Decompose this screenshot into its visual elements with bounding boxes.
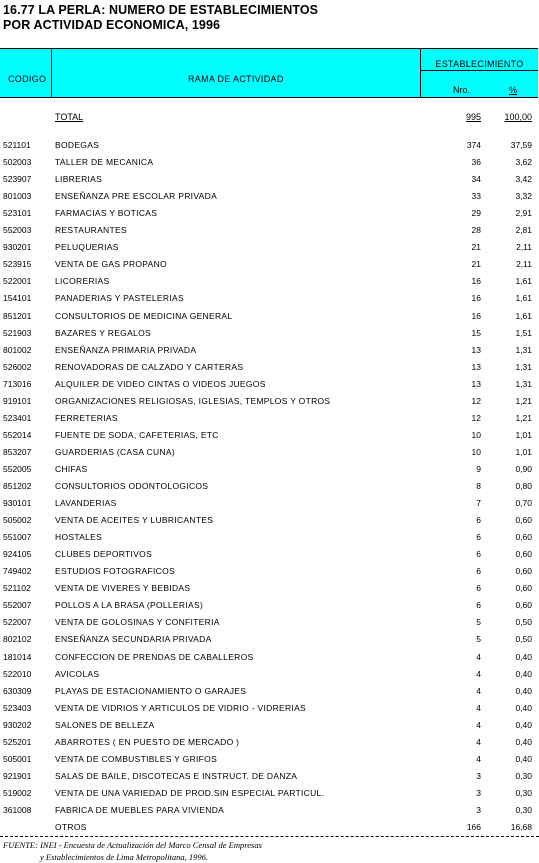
table-row — [0, 360, 539, 377]
pct-cell: 0,30 — [515, 787, 532, 798]
rama-cell: VENTA DE GAS PROPANO — [55, 259, 167, 270]
code-cell: 930201 — [3, 242, 32, 253]
rama-cell: VENTA DE UNA VARIEDAD DE PROD.SIN ESPECIAL PARTICUL. — [55, 787, 325, 798]
rama-cell: VENTA DE GOLOSINAS Y CONFITERIA — [55, 617, 220, 628]
table-row — [0, 428, 539, 445]
rama-cell: CONSULTORIOS ODONTOLOGICOS — [55, 481, 209, 491]
rama-cell: VENTA DE COMBUSTIBLES Y GRIFOS — [55, 753, 218, 764]
code-cell: 924105 — [3, 549, 32, 560]
header-establecimiento: ESTABLECIMIENTO — [435, 59, 524, 69]
rama-cell: FABRICA DE MUEBLES PARA VIVIENDA — [55, 804, 225, 815]
nro-cell: 29 — [471, 208, 481, 219]
rama-cell: ENSEÑANZA PRE ESCOLAR PRIVADA — [55, 191, 218, 202]
header-pct: % — [509, 85, 518, 95]
nro-cell: 374 — [466, 140, 481, 150]
nro-cell: 16 — [471, 276, 481, 287]
table-row — [0, 513, 539, 530]
nro-cell: 4 — [476, 736, 481, 747]
nro-cell: 6 — [476, 515, 481, 526]
table-row — [0, 718, 539, 735]
nro-cell: 15 — [471, 327, 481, 338]
rama-cell: LICORERIAS — [55, 276, 110, 287]
pct-cell: 0,90 — [515, 463, 532, 474]
rama-cell: CONSULTORIOS DE MEDICINA GENERAL — [55, 310, 233, 321]
code-cell: 552007 — [3, 600, 32, 611]
nro-cell: 3 — [476, 804, 481, 815]
rama-cell: PANADERIAS Y PASTELERIAS — [55, 293, 184, 304]
pct-cell: 0,60 — [515, 566, 532, 577]
table-row — [0, 615, 539, 632]
code-cell: 522001 — [3, 276, 32, 287]
rama-cell: HOSTALES — [55, 532, 103, 543]
rama-cell: FARMACIAS Y BOTICAS — [55, 208, 158, 219]
table-row — [0, 581, 539, 598]
table-row — [0, 496, 539, 513]
footer-divider — [0, 836, 539, 837]
nro-cell: 34 — [471, 174, 481, 185]
table-row — [0, 735, 539, 752]
table-row — [0, 650, 539, 667]
pct-cell: 0,80 — [515, 481, 532, 491]
nro-cell: 12 — [471, 395, 481, 406]
pct-cell: 0,60 — [515, 583, 532, 594]
pct-cell: 0,60 — [515, 549, 532, 560]
pct-cell: 1,61 — [515, 310, 532, 321]
rama-cell: BODEGAS — [55, 140, 100, 150]
nro-cell: 10 — [471, 446, 481, 457]
table-row — [0, 377, 539, 394]
code-cell: 551007 — [3, 532, 32, 543]
header-rama-cell — [52, 49, 421, 97]
rama-cell: VENTA DE VIDRIOS Y ARTICULOS DE VIDRIO - VIDRERIAS — [55, 702, 307, 713]
rama-cell: ENSEÑANZA PRIMARIA PRIVADA — [55, 344, 197, 355]
nro-cell: 3 — [476, 770, 481, 781]
code-cell: 802102 — [3, 634, 32, 645]
pct-cell: 1,31 — [515, 378, 532, 389]
header-rama: RAMA DE ACTIVIDAD — [188, 74, 284, 84]
rama-cell: CLUBES DEPORTIVOS — [55, 549, 153, 560]
pct-cell: 0,40 — [515, 753, 532, 764]
table-row — [0, 172, 539, 189]
code-cell: 851202 — [3, 481, 32, 491]
code-cell: 521102 — [3, 583, 31, 594]
header-codigo-cell — [0, 49, 52, 97]
pct-cell: 0,70 — [515, 498, 532, 509]
code-cell: 526002 — [3, 361, 32, 372]
pct-cell: 1,21 — [515, 395, 532, 406]
code-cell: 801002 — [3, 344, 32, 355]
pct-cell: 2,11 — [516, 242, 532, 253]
table-row — [0, 547, 539, 564]
table-row — [0, 667, 539, 684]
total-label: TOTAL — [55, 112, 84, 122]
code-cell: 630309 — [3, 685, 32, 696]
rama-cell: FUENTE DE SODA, CAFETERIAS, ETC — [55, 429, 219, 440]
rama-cell: CONFECCION DE PRENDAS DE CABALLEROS — [55, 651, 254, 662]
nro-cell: 9 — [476, 463, 481, 474]
rama-cell: ALQUILER DE VIDEO CINTAS O VIDEOS JUEGOS — [55, 378, 266, 389]
code-cell: 749402 — [3, 566, 32, 577]
pct-cell: 0,50 — [515, 617, 532, 628]
pct-cell: 0,60 — [515, 515, 532, 526]
nro-cell: 6 — [476, 532, 481, 543]
pct-cell: 0,30 — [515, 770, 532, 781]
pct-cell: 1,61 — [515, 276, 532, 287]
table-row — [0, 309, 539, 326]
code-cell: 181014 — [3, 651, 32, 662]
pct-cell: 3,32 — [515, 191, 532, 202]
pct-cell: 1,21 — [515, 412, 532, 423]
code-cell: 521101 — [3, 140, 31, 150]
nro-cell: 6 — [476, 600, 481, 611]
table-row — [0, 445, 539, 462]
nro-cell: 6 — [476, 566, 481, 577]
pct-cell: 3,42 — [515, 174, 532, 185]
rama-cell: PLAYAS DE ESTACIONAMIENTO O GARAJES — [55, 685, 247, 696]
table-title — [3, 3, 318, 33]
rama-cell: BAZARES Y REGALOS — [55, 327, 151, 338]
code-cell: 930101 — [3, 498, 32, 509]
pct-cell: 1,51 — [515, 327, 532, 338]
table-row — [0, 206, 539, 223]
pct-cell: 0,40 — [515, 685, 532, 696]
code-cell: 801003 — [3, 191, 32, 202]
code-cell: 552014 — [3, 429, 32, 440]
code-cell: 851201 — [3, 310, 32, 321]
nro-cell: 13 — [471, 378, 481, 389]
header-codigo: CODIGO — [8, 74, 47, 84]
table-row — [0, 223, 539, 240]
table-row — [0, 326, 539, 343]
nro-cell: 7 — [476, 498, 481, 509]
table-row — [0, 530, 539, 547]
pct-cell: 0,60 — [515, 532, 532, 543]
rama-cell: LIBRERIAS — [55, 174, 103, 185]
rama-cell: LAVANDERIAS — [55, 498, 117, 509]
code-cell: 552003 — [3, 225, 32, 236]
table-row — [0, 598, 539, 615]
pct-cell: 1,01 — [515, 446, 532, 457]
pct-cell: 1,31 — [515, 361, 532, 372]
code-cell: 525201 — [3, 736, 32, 747]
rama-cell: GUARDERIAS (CASA CUNA) — [55, 446, 175, 457]
rama-cell: POLLOS A LA BRASA (POLLERIAS) — [55, 600, 204, 611]
rama-cell: OTROS — [55, 822, 87, 832]
code-cell: 552005 — [3, 463, 32, 474]
code-cell: 523403 — [3, 702, 32, 713]
rama-cell: CHIFAS — [55, 463, 88, 474]
nro-cell: 5 — [476, 617, 481, 628]
rama-cell: RESTAURANTES — [55, 225, 127, 236]
nro-cell: 13 — [471, 361, 481, 372]
pct-cell: 0,60 — [515, 600, 532, 611]
nro-cell: 13 — [471, 344, 481, 355]
code-cell: 523907 — [3, 174, 32, 185]
source-note — [3, 839, 262, 863]
table-row — [0, 752, 539, 769]
table-row — [0, 257, 539, 274]
table-row — [0, 462, 539, 479]
nro-cell: 16 — [471, 310, 481, 321]
nro-cell: 12 — [471, 412, 481, 423]
pct-cell: 1,01 — [515, 429, 532, 440]
rama-cell: ORGANIZACIONES RELIGIOSAS, IGLESIAS, TEMPLOS Y OTROS — [55, 395, 331, 406]
nro-cell: 6 — [476, 549, 481, 560]
code-cell: 930202 — [3, 719, 32, 730]
nro-cell: 5 — [476, 634, 481, 645]
table-row — [0, 769, 539, 786]
pct-cell: 0,40 — [515, 651, 532, 662]
code-cell: 505001 — [3, 753, 32, 764]
total-nro: 995 — [465, 112, 481, 122]
pct-cell: 0,40 — [515, 702, 532, 713]
table-row — [0, 632, 539, 649]
table-row — [0, 411, 539, 428]
nro-cell: 33 — [471, 191, 481, 202]
pct-cell: 3,62 — [515, 157, 532, 168]
pct-cell: 2,11 — [516, 259, 532, 270]
rama-cell: SALAS DE BAILE, DISCOTECAS E INSTRUCT. DE DANZA — [55, 770, 298, 781]
code-cell: 523401 — [3, 412, 32, 423]
code-cell: 361008 — [3, 804, 32, 815]
nro-cell: 166 — [466, 822, 481, 832]
table-row — [0, 564, 539, 581]
pct-cell: 16,68 — [510, 822, 532, 832]
title-line-1: 16.77 LA PERLA: NUMERO DE ESTABLECIMIENTOS — [3, 3, 319, 17]
source-line-2: y Establecimientos de Lima Metropolitana, 1996. — [40, 852, 209, 862]
total-pct: 100,00 — [504, 112, 532, 122]
rama-cell: VENTA DE ACEITES Y LUBRICANTES — [55, 515, 214, 526]
pct-cell: 0,40 — [515, 736, 532, 747]
code-cell: 154101 — [3, 293, 32, 304]
pct-cell: 0,50 — [515, 634, 532, 645]
code-cell: 522007 — [3, 617, 32, 628]
header-divider — [421, 70, 538, 71]
nro-cell: 21 — [471, 242, 481, 253]
code-cell: 519002 — [3, 787, 32, 798]
table-row — [0, 701, 539, 718]
pct-cell: 0,40 — [515, 719, 532, 730]
rama-cell: ESTUDIOS FOTOGRAFICOS — [55, 566, 175, 577]
table-header — [0, 48, 538, 98]
code-cell: 921901 — [3, 770, 32, 781]
rama-cell: VENTA DE VIVERES Y BEBIDAS — [55, 583, 191, 594]
pct-cell: 1,61 — [515, 293, 532, 304]
nro-cell: 28 — [471, 225, 481, 236]
nro-cell: 4 — [476, 651, 481, 662]
source-line-1: FUENTE: INEI - Encuesta de Actualización del Marco Censal de Empresas — [3, 840, 262, 850]
rama-cell: AVICOLAS — [55, 668, 100, 679]
nro-cell: 8 — [476, 481, 481, 491]
nro-cell: 6 — [476, 583, 481, 594]
table-row — [0, 479, 539, 496]
nro-cell: 4 — [476, 753, 481, 764]
pct-cell: 1,31 — [515, 344, 532, 355]
code-cell: 502003 — [3, 157, 32, 168]
pct-cell: 37,59 — [510, 140, 532, 150]
rama-cell: SALONES DE BELLEZA — [55, 719, 155, 730]
pct-cell: 0,30 — [515, 804, 532, 815]
rama-cell: ENSEÑANZA SECUNDARIA PRIVADA — [55, 634, 212, 645]
table-row — [0, 291, 539, 308]
header-nro: Nro. — [453, 85, 471, 95]
code-cell: 521903 — [3, 327, 32, 338]
rama-cell: ABARROTES ( EN PUESTO DE MERCADO ) — [55, 736, 240, 747]
table-row — [0, 274, 539, 291]
title-line-2: POR ACTIVIDAD ECONOMICA, 1996 — [3, 18, 221, 32]
nro-cell: 10 — [471, 429, 481, 440]
rama-cell: PELUQUERIAS — [55, 242, 119, 253]
table-row — [0, 803, 539, 820]
table-row — [0, 786, 539, 803]
code-cell: 523915 — [3, 259, 32, 270]
nro-cell: 36 — [471, 157, 481, 168]
table-row — [0, 138, 539, 155]
rama-cell: TALLER DE MECANICA — [55, 157, 154, 168]
table-row — [0, 394, 539, 411]
code-cell: 919101 — [3, 395, 32, 406]
table-row — [0, 155, 539, 172]
code-cell: 713016 — [3, 378, 32, 389]
code-cell: 505002 — [3, 515, 32, 526]
table-row — [0, 343, 539, 360]
code-cell: 523101 — [3, 208, 32, 219]
nro-cell: 4 — [476, 668, 481, 679]
table-row — [0, 189, 539, 206]
code-cell: 522010 — [3, 668, 32, 679]
table-row — [0, 240, 539, 257]
nro-cell: 21 — [471, 259, 481, 270]
table-row — [0, 820, 539, 837]
pct-cell: 0,40 — [515, 668, 532, 679]
nro-cell: 16 — [471, 293, 481, 304]
table-row — [0, 684, 539, 701]
nro-cell: 4 — [476, 719, 481, 730]
rama-cell: RENOVADORAS DE CALZADO Y CARTERAS — [55, 361, 244, 372]
nro-cell: 4 — [476, 685, 481, 696]
code-cell: 853207 — [3, 446, 32, 457]
nro-cell: 3 — [476, 787, 481, 798]
pct-cell: 2,81 — [515, 225, 532, 236]
rama-cell: FERRETERIAS — [55, 412, 118, 423]
nro-cell: 4 — [476, 702, 481, 713]
pct-cell: 2,91 — [515, 208, 532, 219]
